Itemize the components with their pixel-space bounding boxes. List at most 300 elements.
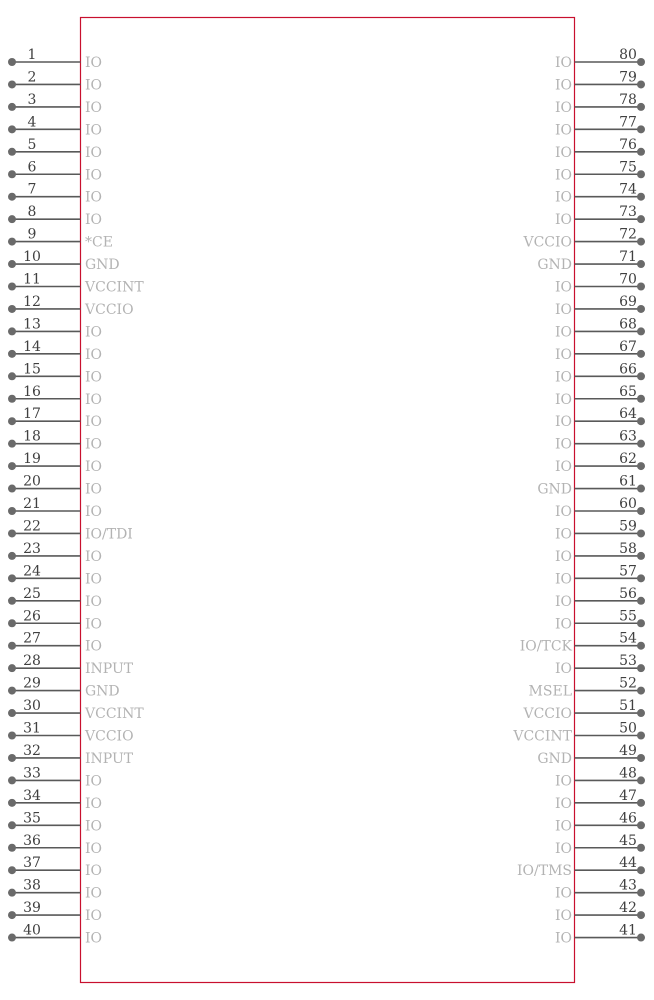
pin-number: 9 <box>27 226 37 243</box>
pin-number: 25 <box>23 585 41 602</box>
pin-number: 1 <box>27 47 37 63</box>
pin-39 <box>8 900 102 924</box>
pin-end-dot <box>8 799 16 807</box>
pin-67 <box>555 339 645 363</box>
pin-end-dot <box>8 283 16 291</box>
pin-label: IO/TMS <box>517 863 572 880</box>
pin-label: IO <box>554 818 572 835</box>
pin-number: 31 <box>23 720 41 737</box>
pin-17 <box>8 406 102 430</box>
pin-24 <box>8 563 102 587</box>
pin-end-dot <box>637 238 645 246</box>
pin-end-dot <box>8 170 16 178</box>
pin-label: IO <box>554 908 572 925</box>
pin-42 <box>555 900 645 924</box>
pin-label: IO <box>554 122 572 139</box>
pin-end-dot <box>8 327 16 335</box>
pin-25 <box>8 586 102 610</box>
pin-number: 51 <box>619 698 637 715</box>
pin-end-dot <box>637 776 645 784</box>
pin-end-dot <box>8 193 16 201</box>
pin-end-dot <box>637 619 645 627</box>
pin-number: 27 <box>23 630 41 647</box>
pin-number: 4 <box>27 114 37 131</box>
pin-label: IO <box>85 414 103 431</box>
pin-66 <box>555 361 645 385</box>
pin-end-dot <box>8 417 16 425</box>
pin-number: 66 <box>619 361 637 378</box>
pin-40 <box>8 923 102 947</box>
pin-end-dot <box>637 934 645 942</box>
pin-end-dot <box>637 193 645 201</box>
pin-36 <box>8 833 102 857</box>
pin-end-dot <box>8 58 16 66</box>
pin-18 <box>8 429 102 453</box>
pin-label: IO <box>554 773 572 790</box>
pin-5 <box>8 137 102 161</box>
pin-label: IO <box>85 459 103 476</box>
pin-19 <box>8 451 102 475</box>
pin-label: IO <box>85 189 103 206</box>
pin-number: 36 <box>23 832 41 849</box>
pin-number: 63 <box>619 428 637 445</box>
pin-end-dot <box>637 821 645 829</box>
pin-label: VCCINT <box>85 706 144 723</box>
pin-end-dot <box>8 754 16 762</box>
pin-label: GND <box>537 481 572 498</box>
pin-end-dot <box>8 148 16 156</box>
pin-end-dot <box>8 507 16 515</box>
pin-label: IO <box>554 436 572 453</box>
pin-8 <box>8 204 102 228</box>
pin-end-dot <box>8 103 16 111</box>
pin-end-dot <box>8 732 16 740</box>
pin-12 <box>8 294 134 318</box>
pin-end-dot <box>637 485 645 493</box>
pin-number: 40 <box>23 922 41 939</box>
pin-end-dot <box>8 305 16 313</box>
pin-number: 21 <box>23 496 41 512</box>
pin-label: IO <box>85 369 103 386</box>
pin-end-dot <box>637 754 645 762</box>
pin-number: 17 <box>23 406 41 423</box>
pin-label: VCCIO <box>85 301 134 318</box>
pin-73 <box>555 204 645 228</box>
pin-number: 62 <box>619 451 637 468</box>
pin-number: 46 <box>619 810 637 827</box>
pin-number: 30 <box>23 698 41 715</box>
pin-number: 43 <box>619 877 637 894</box>
pin-number: 11 <box>23 271 41 288</box>
pin-number: 56 <box>619 585 637 602</box>
pin-number: 6 <box>27 159 37 176</box>
pin-label: IO <box>85 548 103 565</box>
pin-label: IO <box>85 391 103 408</box>
pin-label: IO <box>554 526 572 543</box>
pin-number: 76 <box>619 136 637 153</box>
pin-number: 67 <box>619 338 637 355</box>
pin-79 <box>555 69 645 93</box>
pin-label: IO <box>554 885 572 902</box>
pin-label: IO <box>85 122 103 139</box>
pin-number: 15 <box>23 361 41 378</box>
pin-label: IO <box>85 436 103 453</box>
pin-end-dot <box>8 776 16 784</box>
pin-label: IO <box>85 885 103 902</box>
pin-number: 75 <box>619 159 637 176</box>
pin-number: 3 <box>27 91 37 108</box>
pin-label: IO <box>85 840 103 857</box>
pin-number: 79 <box>619 69 637 86</box>
pin-14 <box>8 339 102 363</box>
pin-number: 73 <box>619 204 637 221</box>
pin-26 <box>8 608 102 632</box>
pin-label: IO <box>554 593 572 610</box>
pin-label: IO <box>85 795 103 812</box>
pin-45 <box>555 833 645 857</box>
pin-label: GND <box>85 257 120 274</box>
pin-50 <box>512 721 645 745</box>
pin-number: 34 <box>23 787 41 804</box>
pin-57 <box>555 563 645 587</box>
pin-end-dot <box>8 934 16 942</box>
pin-label: IO <box>85 504 103 520</box>
pin-number: 41 <box>619 922 637 939</box>
pin-end-dot <box>637 687 645 695</box>
pin-label: IO <box>85 212 103 229</box>
pin-number: 16 <box>23 383 41 400</box>
pin-end-dot <box>8 821 16 829</box>
pin-16 <box>8 384 102 408</box>
pin-end-dot <box>637 799 645 807</box>
pin-end-dot <box>637 170 645 178</box>
pin-number: 52 <box>619 675 637 692</box>
pin-end-dot <box>8 372 16 380</box>
pin-number: 77 <box>619 114 637 131</box>
pin-label: IO <box>554 548 572 565</box>
pin-end-dot <box>637 305 645 313</box>
pin-label: IO <box>554 99 572 116</box>
pin-label: IO <box>85 773 103 790</box>
pin-35 <box>8 810 102 834</box>
pin-32 <box>8 743 134 767</box>
pin-52 <box>529 676 645 700</box>
pin-31 <box>8 721 134 745</box>
pin-end-dot <box>8 552 16 560</box>
pin-number: 19 <box>23 451 41 468</box>
pin-27 <box>8 631 102 655</box>
pin-label: IO <box>554 324 572 341</box>
pin-end-dot <box>637 462 645 470</box>
pin-end-dot <box>637 350 645 358</box>
pin-label: VCCIO <box>85 728 134 745</box>
pin-label: IO <box>554 391 572 408</box>
pin-number: 39 <box>23 900 41 917</box>
pin-number: 5 <box>27 136 37 153</box>
pin-38 <box>8 878 102 902</box>
pin-number: 48 <box>619 765 637 782</box>
pin-end-dot <box>637 911 645 919</box>
pin-label: INPUT <box>85 661 134 678</box>
pin-end-dot <box>8 619 16 627</box>
pin-number: 61 <box>619 473 637 490</box>
pin-end-dot <box>8 709 16 717</box>
pin-60 <box>555 496 645 520</box>
pin-number: 60 <box>619 496 637 512</box>
pin-label: IO <box>85 481 103 498</box>
pin-61 <box>537 474 645 498</box>
pin-2 <box>8 69 102 93</box>
pin-75 <box>555 159 645 183</box>
pin-end-dot <box>637 283 645 291</box>
pin-number: 71 <box>619 249 637 266</box>
pin-label: VCCINT <box>85 279 144 296</box>
pin-number: 80 <box>619 47 637 63</box>
pin-63 <box>555 429 645 453</box>
pin-label: IO <box>85 616 103 633</box>
pin-number: 24 <box>23 563 41 580</box>
pin-end-dot <box>8 844 16 852</box>
pin-number: 49 <box>619 742 637 759</box>
pin-68 <box>555 316 645 340</box>
pin-64 <box>555 406 645 430</box>
pin-number: 50 <box>619 720 637 737</box>
pin-number: 58 <box>619 540 637 557</box>
pin-29 <box>8 676 120 700</box>
pin-label: GND <box>537 257 572 274</box>
pin-number: 12 <box>23 293 41 310</box>
pin-number: 38 <box>23 877 41 894</box>
pin-number: 33 <box>23 765 41 782</box>
pin-end-dot <box>637 552 645 560</box>
pin-56 <box>555 586 645 610</box>
pin-end-dot <box>8 889 16 897</box>
pin-4 <box>8 114 102 138</box>
pin-74 <box>555 182 645 206</box>
pin-77 <box>555 114 645 138</box>
pin-number: 29 <box>23 675 41 692</box>
pin-end-dot <box>637 372 645 380</box>
pin-11 <box>8 272 144 296</box>
pin-number: 47 <box>619 787 637 804</box>
pin-end-dot <box>8 574 16 582</box>
pin-number: 53 <box>619 653 637 670</box>
pin-label: IO <box>554 301 572 318</box>
pin-number: 64 <box>619 406 637 423</box>
pin-end-dot <box>637 709 645 717</box>
pin-21 <box>8 496 102 520</box>
pin-end-dot <box>8 260 16 268</box>
pin-number: 22 <box>23 518 41 535</box>
pin-30 <box>8 698 144 722</box>
pin-end-dot <box>637 732 645 740</box>
pin-number: 7 <box>27 181 37 198</box>
pin-15 <box>8 361 102 385</box>
pin-end-dot <box>8 529 16 537</box>
pin-number: 8 <box>27 204 37 221</box>
pin-end-dot <box>637 260 645 268</box>
pin-label: IO <box>554 414 572 431</box>
pin-number: 32 <box>23 742 41 759</box>
pin-end-dot <box>8 395 16 403</box>
ic-body-outline <box>81 18 575 983</box>
pin-37 <box>8 855 102 879</box>
pin-59 <box>555 518 645 542</box>
pin-label: IO <box>554 571 572 588</box>
pin-number: 42 <box>619 900 637 917</box>
pin-label: IO <box>554 504 572 520</box>
pin-label: IO <box>554 279 572 296</box>
pin-end-dot <box>637 58 645 66</box>
pin-20 <box>8 474 102 498</box>
pin-number: 18 <box>23 428 41 445</box>
pin-number: 55 <box>619 608 637 625</box>
pin-label: IO <box>85 863 103 880</box>
pin-47 <box>555 788 645 812</box>
pin-end-dot <box>8 462 16 470</box>
pin-label: IO <box>85 99 103 116</box>
pin-end-dot <box>8 215 16 223</box>
pin-label: IO <box>85 55 103 71</box>
pin-13 <box>8 316 102 340</box>
pin-number: 23 <box>23 540 41 557</box>
pin-label: MSEL <box>528 683 572 700</box>
pin-number: 74 <box>619 181 637 198</box>
pin-label: IO <box>85 167 103 184</box>
pin-end-dot <box>637 148 645 156</box>
pin-end-dot <box>637 417 645 425</box>
pin-label: IO <box>85 144 103 161</box>
pin-label: IO <box>85 324 103 341</box>
pin-label: IO/TDI <box>85 526 133 543</box>
pin-number: 68 <box>619 316 637 333</box>
pin-label: IO <box>85 77 103 94</box>
pin-label: IO <box>554 661 572 678</box>
pin-end-dot <box>8 485 16 493</box>
pin-end-dot <box>637 574 645 582</box>
pin-23 <box>8 541 102 565</box>
pin-number: 37 <box>23 855 41 872</box>
pin-label: GND <box>537 750 572 767</box>
pin-label: IO <box>85 346 103 363</box>
pin-end-dot <box>8 597 16 605</box>
pin-label: IO <box>85 818 103 835</box>
pin-end-dot <box>637 80 645 88</box>
pin-end-dot <box>637 664 645 672</box>
pin-65 <box>555 384 645 408</box>
pin-end-dot <box>8 642 16 650</box>
pin-end-dot <box>8 350 16 358</box>
pin-number: 28 <box>23 653 41 670</box>
pin-41 <box>555 923 645 947</box>
pin-number: 35 <box>23 810 41 827</box>
pin-53 <box>555 653 645 677</box>
pin-label: *CE <box>85 234 113 251</box>
pin-label: IO <box>554 77 572 94</box>
pin-6 <box>8 159 102 183</box>
pin-label: IO <box>85 593 103 610</box>
pin-end-dot <box>637 215 645 223</box>
pin-label: IO/TCK <box>519 638 572 655</box>
pin-end-dot <box>637 529 645 537</box>
pin-end-dot <box>637 889 645 897</box>
pin-end-dot <box>637 507 645 515</box>
pin-end-dot <box>637 327 645 335</box>
pin-51 <box>522 698 645 722</box>
pin-label: IO <box>85 908 103 925</box>
pin-70 <box>555 272 645 296</box>
pin-number: 44 <box>619 855 637 872</box>
pin-label: VCCIO <box>523 234 572 251</box>
pin-end-dot <box>8 866 16 874</box>
pin-number: 45 <box>619 832 637 849</box>
pin-label: IO <box>554 189 572 206</box>
pin-78 <box>555 92 645 116</box>
pin-label: VCCIO <box>523 706 572 723</box>
pin-number: 78 <box>619 91 637 108</box>
pin-number: 69 <box>619 293 637 310</box>
pin-72 <box>522 227 645 251</box>
pin-label: IO <box>554 840 572 857</box>
pin-10 <box>8 249 120 273</box>
pin-number: 70 <box>619 271 637 288</box>
pin-71 <box>537 249 645 273</box>
pin-46 <box>555 810 645 834</box>
pin-44 <box>517 855 645 879</box>
pin-end-dot <box>637 440 645 448</box>
pin-1 <box>8 47 102 71</box>
pin-end-dot <box>8 80 16 88</box>
pin-label: IO <box>554 616 572 633</box>
pin-label: IO <box>554 930 572 947</box>
pin-label: IO <box>554 795 572 812</box>
pin-number: 59 <box>619 518 637 535</box>
pin-end-dot <box>637 395 645 403</box>
right-pin-column <box>512 47 645 947</box>
pin-label: IO <box>554 346 572 363</box>
pin-number: 2 <box>27 69 37 86</box>
pin-label: IO <box>554 167 572 184</box>
pin-3 <box>8 92 102 116</box>
pin-end-dot <box>637 642 645 650</box>
pin-label: IO <box>554 459 572 476</box>
pin-55 <box>555 608 645 632</box>
pin-80 <box>555 47 645 71</box>
pin-label: IO <box>554 212 572 229</box>
pin-number: 57 <box>619 563 637 580</box>
pin-end-dot <box>8 440 16 448</box>
pin-label: IO <box>554 369 572 386</box>
pin-label: INPUT <box>85 750 134 767</box>
pin-label: IO <box>85 571 103 588</box>
pin-number: 26 <box>23 608 41 625</box>
pin-end-dot <box>637 844 645 852</box>
pin-label: IO <box>554 55 572 71</box>
pin-end-dot <box>637 103 645 111</box>
pin-label: GND <box>85 683 120 700</box>
pin-69 <box>555 294 645 318</box>
pin-62 <box>555 451 645 475</box>
pin-number: 54 <box>619 630 637 647</box>
pin-58 <box>555 541 645 565</box>
pin-label: VCCINT <box>513 728 572 745</box>
pin-label: IO <box>85 638 103 655</box>
pin-number: 72 <box>619 226 637 243</box>
pin-9 <box>8 227 113 251</box>
pin-43 <box>555 878 645 902</box>
pin-54 <box>520 631 645 655</box>
pin-number: 10 <box>23 249 41 266</box>
